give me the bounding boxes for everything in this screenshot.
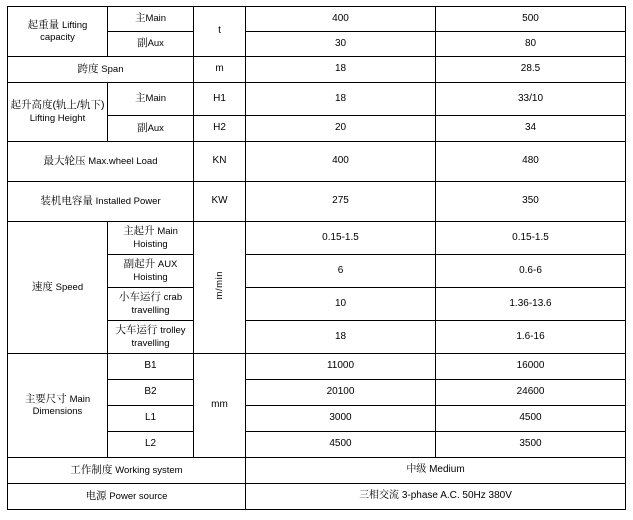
unit-meter: m [194, 57, 246, 83]
row-label-span [8, 57, 194, 83]
value-col1: 18 [246, 57, 436, 83]
row-label-working-system [8, 458, 246, 484]
unit-h2: H2 [194, 116, 246, 142]
sub-label-en: Main [145, 93, 167, 105]
value-col2: 500 [436, 7, 626, 32]
value-col2: 4500 [436, 406, 626, 432]
table-row [8, 57, 626, 83]
unit-h1: H1 [194, 83, 246, 116]
value-col2: 0.15-1.5 [436, 222, 626, 255]
value-col2: 1.36-13.6 [436, 288, 626, 321]
sub-label-cn: 副起升 [123, 258, 156, 270]
value-col1: 20 [246, 116, 436, 142]
row-label-cn: 最大轮压 [43, 154, 86, 167]
value-col1: 18 [246, 83, 436, 116]
sub-label-aux-hoisting [108, 255, 194, 288]
row-label-en: Span [101, 63, 124, 75]
table-row [8, 83, 626, 116]
value-col1: 18 [246, 321, 436, 354]
row-label-main-dimensions [8, 354, 108, 458]
row-label-speed [8, 222, 108, 354]
row-label-en: Installed Power [95, 195, 161, 207]
sub-label-main-hoisting [108, 222, 194, 255]
unit-m-per-min [194, 222, 246, 354]
row-label-lifting-height [8, 83, 108, 142]
value-working-system: 中级 Medium [246, 458, 626, 484]
table-row [8, 354, 626, 380]
value-col2: 28.5 [436, 57, 626, 83]
sub-label-en: trolley travelling [131, 325, 186, 349]
value-col1: 3000 [246, 406, 436, 432]
sub-label-en: Aux [147, 38, 164, 50]
value-col2: 80 [436, 32, 626, 57]
sub-label-cn: 主起升 [123, 225, 155, 237]
row-label-en: Lifting Height [29, 112, 86, 124]
sub-label-en: Aux [147, 122, 164, 134]
value-col1: 400 [246, 142, 436, 182]
row-label-en: Main Dimensions [32, 393, 91, 417]
row-label-en: Power source [109, 490, 168, 502]
value-col1: 275 [246, 182, 436, 222]
row-label-cn: 装机电容量 [40, 194, 93, 207]
unit-mm: mm [194, 354, 246, 458]
sub-label-cn: 主 [134, 92, 146, 105]
value-col1: 6 [246, 255, 436, 288]
value-col2: 3500 [436, 432, 626, 458]
sub-label-l2: L2 [108, 432, 194, 458]
row-label-lifting-capacity [8, 7, 108, 57]
value-col1: 4500 [246, 432, 436, 458]
unit-ton: t [194, 7, 246, 57]
table-row [8, 182, 626, 222]
value-col2: 480 [436, 142, 626, 182]
sub-label-b1: B1 [108, 354, 194, 380]
value-col1: 400 [246, 7, 436, 32]
table-row [8, 7, 626, 32]
value-col2: 34 [436, 116, 626, 142]
row-label-cn: 起重量 [27, 18, 60, 31]
value-col1: 30 [246, 32, 436, 57]
value-col1: 11000 [246, 354, 436, 380]
value-col2: 16000 [436, 354, 626, 380]
sub-label-cn: 副 [137, 37, 148, 50]
table-row [8, 142, 626, 182]
row-label-cn: 电源 [85, 489, 107, 502]
unit-text: m/min [213, 271, 225, 300]
row-label-cn: 工作制度 [70, 463, 113, 476]
sub-label-en: Main [145, 13, 167, 25]
sub-label-aux [108, 116, 194, 142]
value-col1: 20100 [246, 380, 436, 406]
value-col1: 0.15-1.5 [246, 222, 436, 255]
sub-label-l1: L1 [108, 406, 194, 432]
row-label-installed-power [8, 182, 194, 222]
sub-label-b2: B2 [108, 380, 194, 406]
row-label-en: Max.wheel Load [88, 155, 158, 167]
sub-label-trolley-travelling [108, 321, 194, 354]
sub-label-main [108, 7, 194, 32]
value-col2: 0.6-6 [436, 255, 626, 288]
table-row [8, 222, 626, 255]
sub-label-crab-travelling [108, 288, 194, 321]
table-row [8, 484, 626, 510]
unit-kn: KN [194, 142, 246, 182]
row-label-cn: 跨度 [77, 62, 99, 75]
sub-label-en: AUX Hoisting [133, 259, 178, 283]
value-col1: 10 [246, 288, 436, 321]
sub-label-en: crab travelling [131, 292, 183, 316]
sub-label-main [108, 83, 194, 116]
value-col2: 350 [436, 182, 626, 222]
row-label-cn: 主要尺寸 [24, 392, 67, 405]
row-label-cn: 起升高度(轨上/轨下) [10, 99, 105, 111]
sub-label-en: Main Hoisting [133, 226, 178, 250]
value-power-source: 三相交流 3-phase A.C. 50Hz 380V [246, 484, 626, 510]
sub-label-cn: 主 [134, 12, 146, 25]
sub-label-cn: 副 [137, 121, 148, 134]
row-label-cn: 速度 [31, 280, 53, 293]
table-row [8, 458, 626, 484]
unit-kw: KW [194, 182, 246, 222]
sub-label-cn: 大车运行 [115, 324, 158, 336]
row-label-en: Speed [55, 281, 84, 293]
row-label-power-source [8, 484, 246, 510]
row-label-en: Working system [115, 464, 183, 476]
value-col2: 24600 [436, 380, 626, 406]
sub-label-aux [108, 32, 194, 57]
specification-table [7, 6, 626, 510]
value-col2: 1.6-16 [436, 321, 626, 354]
sub-label-cn: 小车运行 [118, 291, 161, 303]
row-label-en: Lifting capacity [40, 19, 88, 43]
row-label-max-wheel-load [8, 142, 194, 182]
value-col2: 33/10 [436, 83, 626, 116]
